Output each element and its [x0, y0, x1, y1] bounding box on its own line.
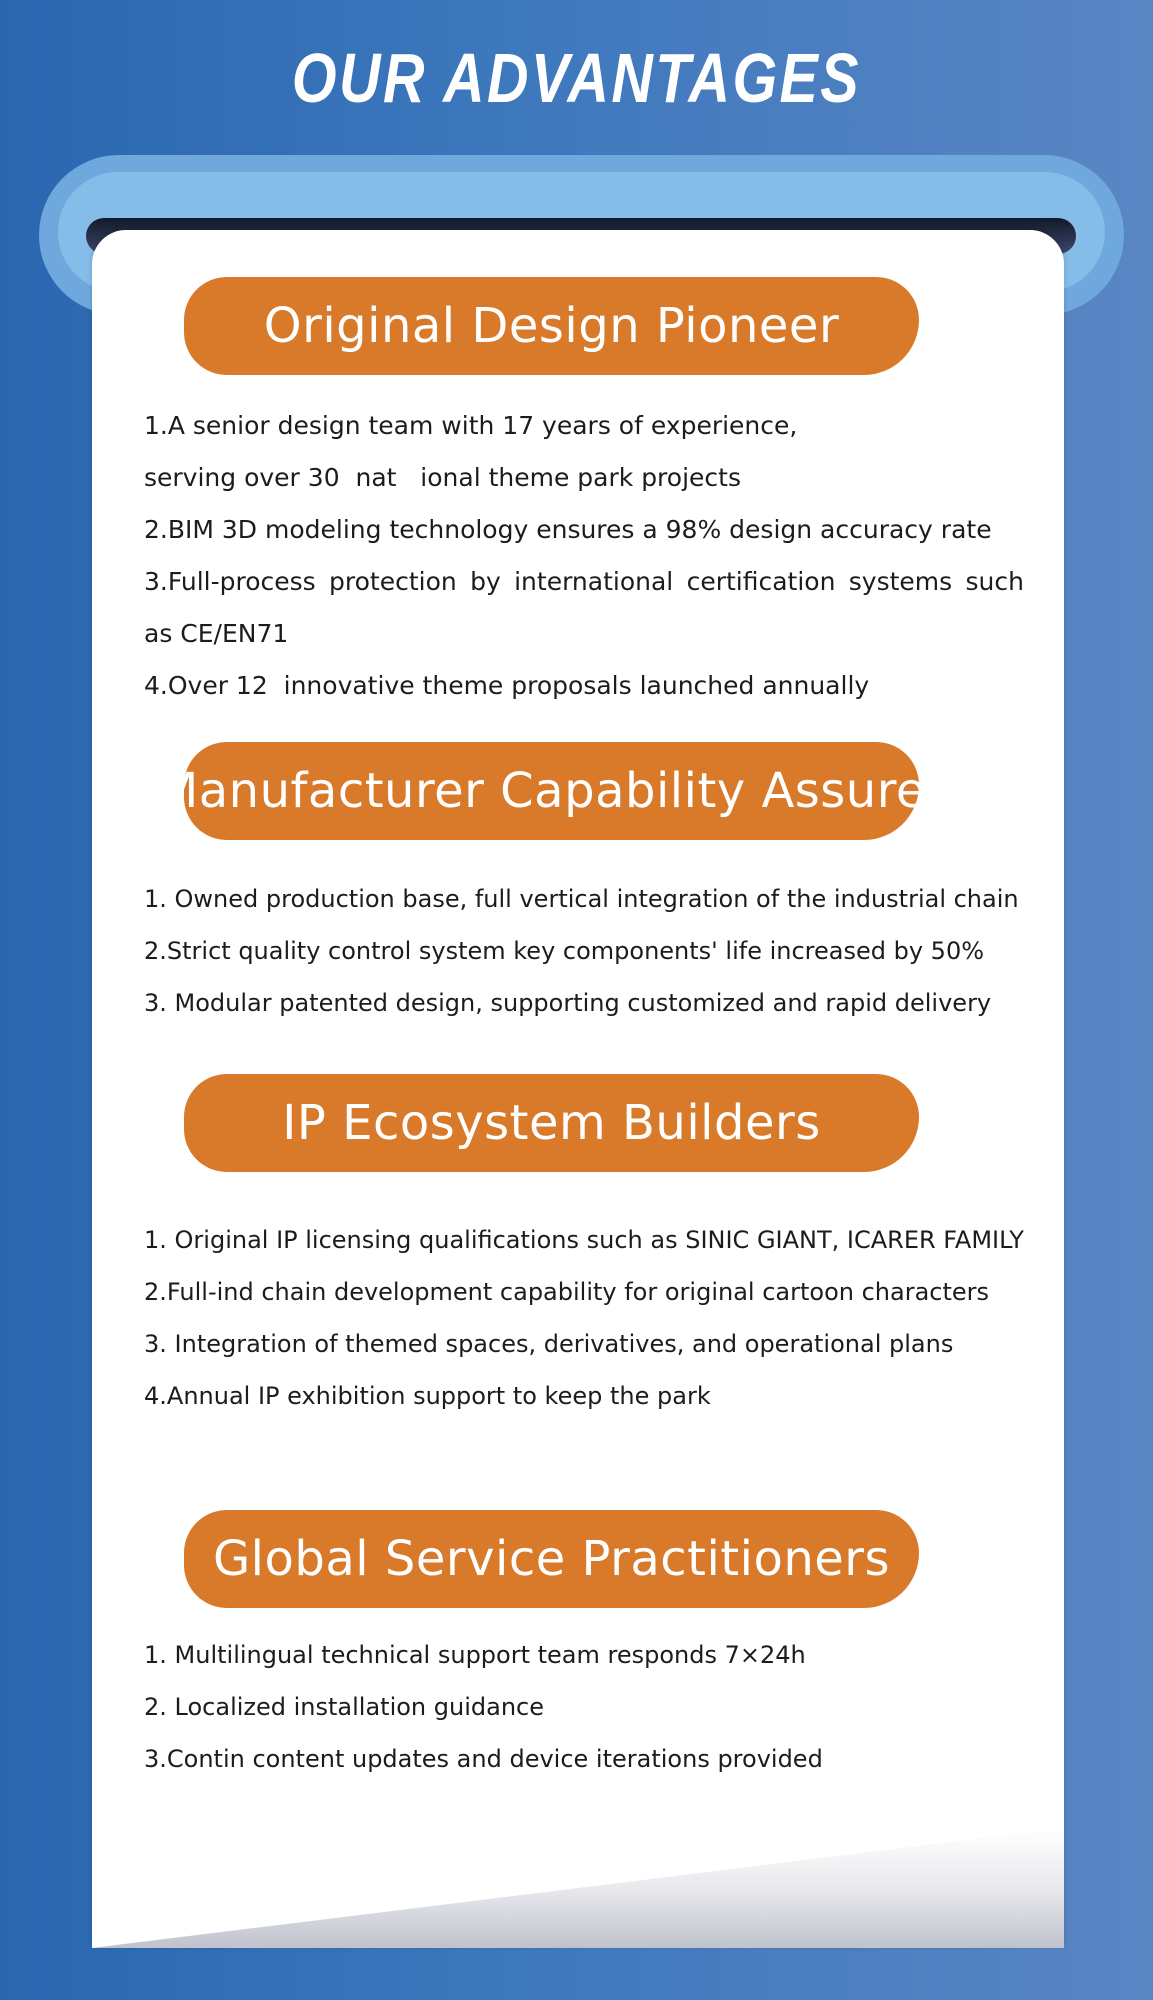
- section-heading-text: Global Service Practitioners: [212, 1531, 891, 1587]
- section-heading-text: Manufacturer Capability Assurer: [156, 763, 947, 819]
- list-item: 2. Localized installation guidance: [144, 1693, 544, 1721]
- list-item: serving over 30 nat ional theme park projects: [144, 463, 741, 492]
- section-list-ip-ecosystem: [144, 1214, 1024, 1422]
- list-item: 2.BIM 3D modeling technology ensures a 98% design accuracy rate: [144, 515, 992, 544]
- section-heading-ip-ecosystem: [184, 1074, 919, 1172]
- list-item: 2.Strict quality control system key components' life increased by 50%: [144, 937, 985, 965]
- paper-curl-shadow: [92, 1828, 1064, 1948]
- section-heading-original-design: [184, 277, 919, 375]
- list-item: 3. Modular patented design, supporting customized and rapid delivery: [144, 989, 992, 1017]
- section-heading-text: IP Ecosystem Builders: [282, 1095, 821, 1151]
- section-heading-text: Original Design Pioneer: [263, 298, 840, 354]
- list-item: 1. Original IP licensing qualifications such as SINIC GIANT, ICARER FAMILY: [144, 1226, 1024, 1254]
- section-heading-global-service: [184, 1510, 919, 1608]
- section-list-original-design: [144, 400, 1024, 712]
- list-item: 1.A senior design team with 17 years of experience,: [144, 411, 798, 440]
- list-item: 3. Integration of themed spaces, derivatives, and operational plans: [144, 1330, 954, 1358]
- section-list-manufacturer: [144, 873, 1024, 1029]
- content-paper: [92, 230, 1064, 1948]
- list-item: 1. Multilingual technical support team responds 7×24h: [144, 1641, 806, 1669]
- list-item: 1. Owned production base, full vertical integration of the industrial chain: [144, 885, 1019, 913]
- list-item: 3.Contin content updates and device iterations provided: [144, 1745, 823, 1773]
- list-item: 3.Full-process protection by international certification systems such as CE/EN71: [144, 567, 1024, 648]
- list-item: 2.Full-ind chain development capability for original cartoon characters: [144, 1278, 990, 1306]
- page-title: OUR ADVANTAGES: [291, 39, 862, 117]
- section-heading-manufacturer: [156, 742, 947, 840]
- list-item: 4.Over 12 innovative theme proposals launched annually: [144, 671, 870, 700]
- section-list-global-service: [144, 1629, 1024, 1785]
- list-item: 4.Annual IP exhibition support to keep the park: [144, 1382, 711, 1410]
